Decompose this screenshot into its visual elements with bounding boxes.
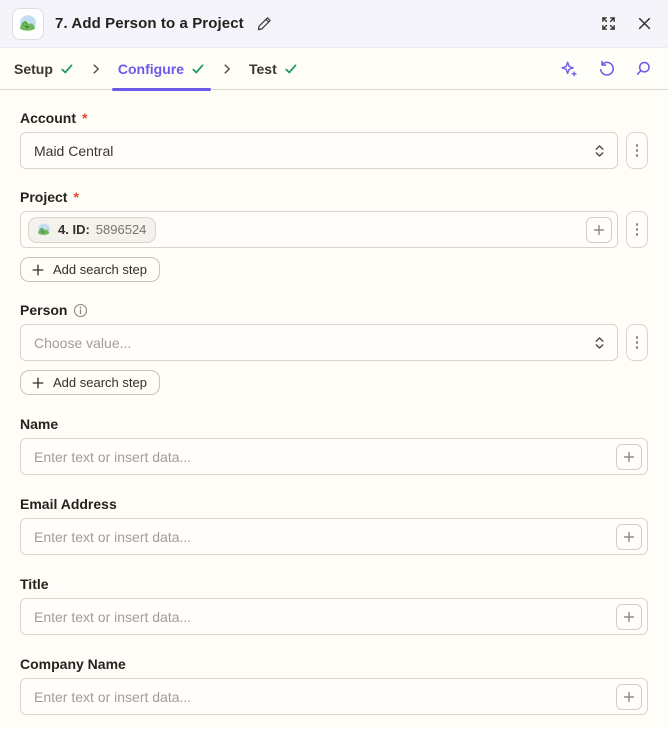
name-input[interactable] [21,439,647,474]
expand-icon [600,15,617,32]
title-input[interactable] [21,599,647,634]
email-input-wrap [20,518,648,555]
basecamp-app-icon [12,8,44,40]
account-field-group [20,110,648,169]
account-label: Account [20,110,76,126]
required-asterisk: * [82,110,88,126]
chevron-right-icon [90,63,102,75]
close-button[interactable] [635,14,654,33]
ai-sparkle-icon [560,60,578,78]
info-icon[interactable] [73,303,88,318]
tab-configure-label: Configure [117,60,184,77]
tab-setup[interactable] [12,48,76,90]
insert-data-button[interactable] [586,217,612,243]
project-label: Project [20,189,68,205]
company-label: Company Name [20,656,126,672]
company-field-group [20,656,648,715]
person-menu-button[interactable] [626,324,648,361]
refresh-button[interactable] [595,58,617,80]
select-updown-icon [593,143,606,158]
check-icon [60,62,74,76]
plus-icon [31,263,45,277]
title-label: Title [20,576,49,592]
title-input-wrap [20,598,648,635]
required-asterisk: * [73,189,79,205]
ai-sparkle-button[interactable] [558,58,580,80]
plus-icon [622,690,636,704]
email-field-group [20,496,648,555]
name-field-group [20,416,648,475]
add-search-step-button[interactable] [20,257,160,282]
tab-configure[interactable] [116,48,207,90]
person-label: Person [20,302,68,318]
basecamp-chip-icon [36,222,52,238]
tab-test[interactable] [247,48,300,90]
add-search-step-label: Add search step [53,262,147,277]
add-search-step-button[interactable] [20,370,160,395]
search-icon [634,60,652,78]
plus-icon [31,376,45,390]
insert-data-button[interactable] [616,684,642,710]
select-updown-icon [593,335,606,350]
name-input-wrap [20,438,648,475]
close-icon [637,16,652,31]
configure-form [0,90,668,729]
title-field-group [20,576,648,635]
insert-data-button[interactable] [616,524,642,550]
pencil-icon [257,16,272,31]
account-menu-button[interactable] [626,132,648,169]
account-select[interactable] [20,132,618,169]
check-icon [284,62,298,76]
chevron-right-icon [221,63,233,75]
name-label: Name [20,416,59,432]
person-field-group [20,302,648,395]
chip-prefix: 4. ID: [58,222,90,237]
project-value-chip[interactable] [28,217,156,243]
edit-title-icon[interactable] [255,14,274,33]
add-search-step-label: Add search step [53,375,147,390]
email-input[interactable] [21,519,647,554]
plus-icon [622,450,636,464]
plus-icon [592,223,606,237]
refresh-icon [597,60,615,78]
account-selected-value: Maid Central [34,142,114,159]
person-placeholder: Choose value... [34,334,132,351]
search-button[interactable] [632,58,654,80]
company-input-wrap [20,678,648,715]
insert-data-button[interactable] [616,444,642,470]
expand-button[interactable] [598,13,619,34]
email-label: Email Address [20,496,117,512]
plus-icon [622,610,636,624]
company-input[interactable] [21,679,647,714]
tab-setup-label: Setup [14,60,53,77]
step-tabs [0,48,668,90]
insert-data-button[interactable] [616,604,642,630]
panel-header [0,0,668,48]
plus-icon [622,530,636,544]
project-menu-button[interactable] [626,211,648,248]
project-field-group [20,189,648,282]
check-icon [191,62,205,76]
step-title: 7. Add Person to a Project [55,15,244,32]
project-input[interactable] [20,211,618,248]
chip-value: 5896524 [95,222,147,237]
person-select[interactable] [20,324,618,361]
tab-test-label: Test [249,60,277,77]
